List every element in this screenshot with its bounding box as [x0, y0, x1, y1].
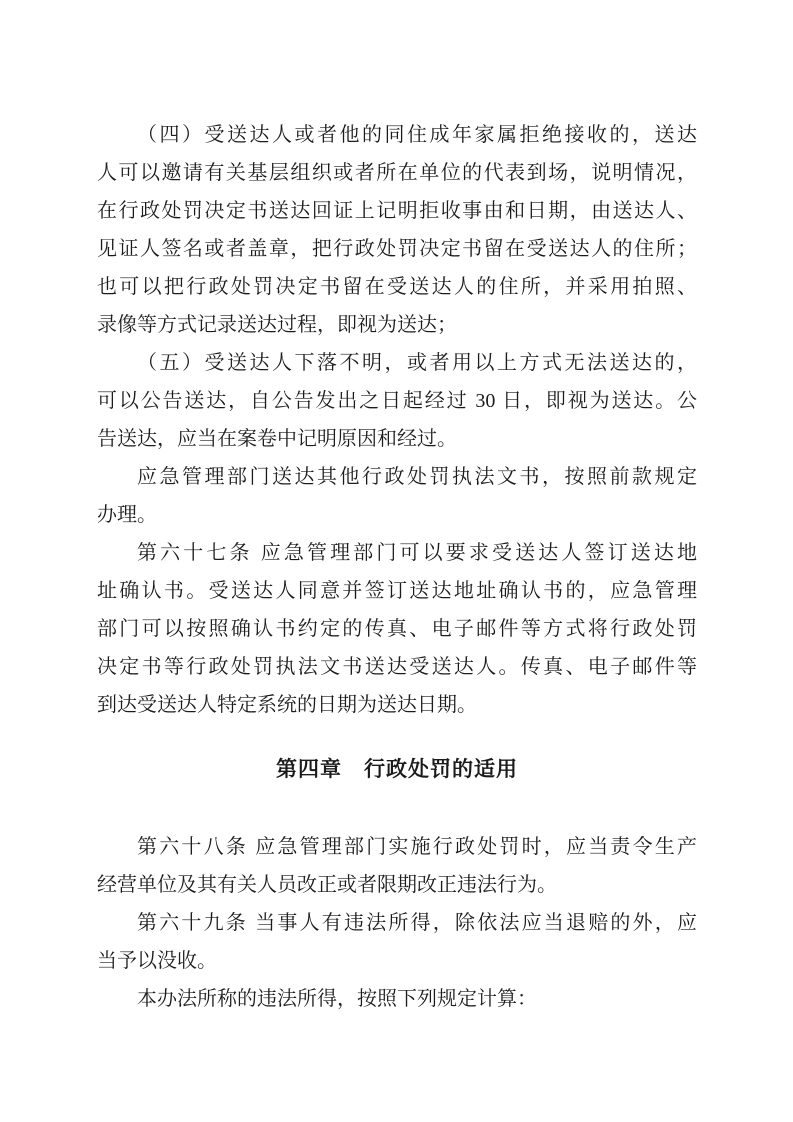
- body-text-line: 告送达，应当在案卷中记明原因和经过。: [97, 428, 457, 450]
- document-text-block: [97, 116, 697, 1018]
- body-text-line: 在行政处罚决定书送达回证上记明拒收事由和日期，由送达人、: [97, 200, 697, 222]
- body-text-line: 录像等方式记录送达过程，即视为送达；: [97, 314, 457, 336]
- body-text-line: （五）受送达人下落不明，或者用以上方式无法送达的，: [137, 352, 697, 374]
- body-text-line: 址确认书。受送达人同意并签订送达地址确认书的，应急管理: [97, 580, 697, 602]
- body-text-line: 也可以把行政处罚决定书留在受送达人的住所，并采用拍照、: [97, 276, 697, 298]
- body-text-line: 办理。: [97, 504, 157, 526]
- body-text-line: 经营单位及其有关人员改正或者限期改正违法行为。: [97, 874, 557, 896]
- body-text-line: 当予以没收。: [97, 950, 217, 972]
- chapter-heading: 第四章 行政处罚的适用: [276, 758, 518, 781]
- body-text-line: 决定书等行政处罚执法文书送达受送达人。传真、电子邮件等: [97, 656, 697, 678]
- body-text-line: 第六十八条 应急管理部门实施行政处罚时，应当责令生产: [137, 836, 697, 858]
- body-text-line: （四）受送达人或者他的同住成年家属拒绝接收的，送达: [137, 124, 697, 146]
- body-text-line: 第六十七条 应急管理部门可以要求受送达人签订送达地: [137, 542, 697, 564]
- body-text-line: 部门可以按照确认书约定的传真、电子邮件等方式将行政处罚: [97, 618, 697, 640]
- body-text-line: 人可以邀请有关基层组织或者所在单位的代表到场，说明情况，: [97, 162, 697, 184]
- body-text-line: 应急管理部门送达其他行政处罚执法文书，按照前款规定: [137, 466, 697, 488]
- body-text-line: 本办法所称的违法所得，按照下列规定计算：: [137, 988, 537, 1010]
- body-text-line: 到达受送达人特定系统的日期为送达日期。: [97, 694, 477, 716]
- body-text-line: 可以公告送达，自公告发出之日起经过 30 日，即视为送达。公: [97, 390, 697, 412]
- body-text-line: 见证人签名或者盖章，把行政处罚决定书留在受送达人的住所；: [97, 238, 697, 260]
- body-text-line: 第六十九条 当事人有违法所得，除依法应当退赔的外，应: [137, 912, 697, 934]
